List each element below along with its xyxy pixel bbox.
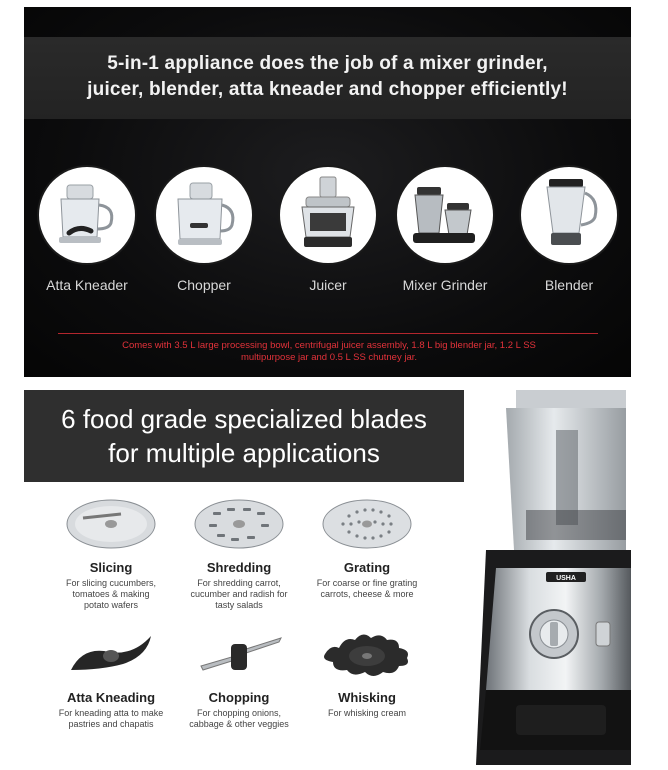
appliance-blender [514,167,624,293]
title-line-1: 6 food grade specialized blades [61,404,427,434]
desc-line: For slicing cucumbers, [65,578,157,588]
desc-line: For whisking cream [327,708,407,718]
blender-jar-icon [521,167,617,263]
desc-line: potato wafers [83,600,139,610]
blade-chopping [174,626,304,730]
desc-line: cabbage & other veggies [189,719,289,729]
desc-line: carrots, cheese & more [320,589,414,599]
blade-description [46,708,176,730]
grating-disc-icon [319,496,415,552]
appliance-label: Atta Kneader [46,277,128,293]
blade-name: Grating [343,560,391,575]
blade-shredding [174,496,304,611]
blade-slicing [46,496,176,611]
blade-whisking [302,626,432,719]
blade-description [46,578,176,611]
note-line-2: multipurpose jar and 0.5 L SS chutney jar. [240,352,418,363]
desc-line: tasty salads [215,600,263,610]
desc-line: For chopping onions, [196,708,282,718]
appliance-label: Chopper [177,277,231,293]
desc-line: For kneading atta to make [58,708,164,718]
note-divider [58,333,598,334]
shredding-disc-icon [191,496,287,552]
headline-line-2: juicer, blender, atta kneader and chopper efficiently! [87,79,568,100]
blades-title [24,402,464,470]
desc-line: For coarse or fine grating [316,578,418,588]
juicer-icon [280,167,376,263]
overview-headline [24,51,631,103]
appliance-label: Blender [544,277,594,293]
appliance-atta-kneader [32,167,142,293]
desc-line: tomatoes & making [72,589,150,599]
blade-name: Shredding [206,560,272,575]
blade-description [302,708,432,719]
appliance-label: Mixer Grinder [402,277,488,293]
blades-panel [24,390,631,765]
food-processor-kneader-icon [39,167,135,263]
food-processor-product-image [456,390,631,765]
appliance-chopper [149,167,259,293]
brand-logo: USHA [556,575,576,582]
mixer-grinder-icon [397,167,493,263]
blade-description [174,578,304,611]
slicing-disc-icon [63,496,159,552]
appliance-juicer [273,167,383,293]
blade-name: Chopping [208,690,270,705]
chopping-blade-icon [191,626,287,682]
appliance-label: Juicer [309,277,347,293]
desc-line: pastries and chapatis [68,719,154,729]
food-processor-chopper-icon [156,167,252,263]
note-line-1: Comes with 3.5 L large processing bowl, centrifugal juicer assembly, 1.8 L big blender jar, 1.2 L SS [122,340,536,351]
blade-description [302,578,432,600]
kneading-blade-icon [63,626,159,682]
whisking-disc-icon [319,626,415,682]
desc-line: cucumber and radish for [190,589,288,599]
blade-name: Atta Kneading [66,690,156,705]
desc-line: For shredding carrot, [197,578,281,588]
blade-atta-kneading [46,626,176,730]
appliance-mixer-grinder [390,167,500,293]
blade-grating [302,496,432,600]
headline-line-1: 5-in-1 appliance does the job of a mixer grinder, [107,53,548,74]
included-accessories-note [64,340,594,364]
blade-name: Whisking [338,690,396,705]
title-line-2: for multiple applications [108,438,380,468]
blade-name: Slicing [89,560,133,575]
appliance-overview-panel [24,7,631,377]
blade-description [174,708,304,730]
